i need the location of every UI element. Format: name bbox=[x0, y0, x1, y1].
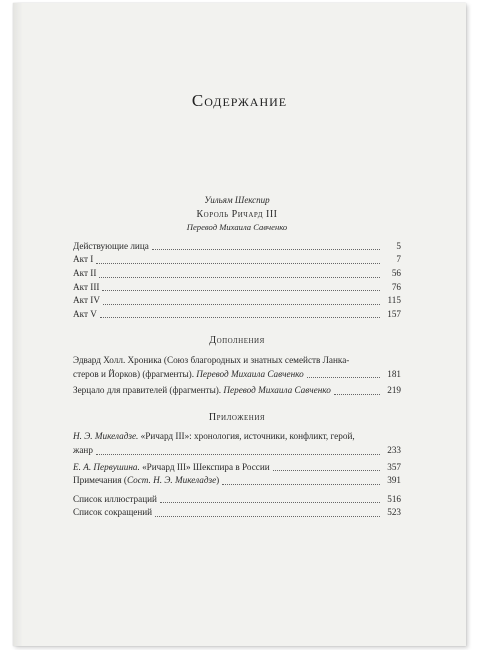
toc-entry-page: 523 bbox=[387, 507, 401, 518]
toc-entry-notes[interactable] bbox=[73, 474, 401, 488]
play-author: Уильям Шекспир bbox=[204, 195, 270, 205]
section-title-appendices: Приложения bbox=[208, 411, 266, 423]
translator-credit: Перевод Михаила Савченко bbox=[196, 368, 304, 379]
toc-entry-abbreviations[interactable] bbox=[73, 506, 401, 520]
section-title-supplements: Дополнения bbox=[209, 335, 265, 347]
toc-entry-label: Акт IV bbox=[73, 295, 100, 306]
play-translator: Перевод Михаила Савченко bbox=[186, 222, 288, 233]
toc-entry-page: 357 bbox=[387, 461, 401, 472]
toc-entry-characters[interactable] bbox=[73, 240, 401, 254]
dot-leader bbox=[99, 277, 380, 278]
toc-entry-page: 56 bbox=[391, 267, 401, 278]
toc-entry-page: 115 bbox=[387, 295, 401, 306]
essay-author: Е. А. Первушина. bbox=[73, 461, 140, 472]
dot-leader bbox=[334, 394, 380, 395]
toc-entry-mirror-for-magistrates[interactable] bbox=[73, 384, 401, 398]
notes-compiler: Сост. Н. Э. Микеладзе bbox=[126, 475, 217, 486]
toc-entry-act-3[interactable] bbox=[73, 281, 401, 295]
page-title: Содержание bbox=[191, 91, 288, 110]
toc-entry-line: стеров и Йорков) (фрагменты). Перевод Михаила Савченко bbox=[73, 368, 304, 379]
toc-entry-page: 76 bbox=[391, 281, 401, 292]
toc-entry-line: жанр bbox=[73, 444, 93, 455]
toc-entry-page: 516 bbox=[387, 493, 401, 504]
dot-leader bbox=[103, 304, 380, 305]
toc-entry-page: 219 bbox=[387, 385, 401, 396]
toc-entry-label: Акт V bbox=[73, 308, 97, 319]
toc-entry-act-4[interactable] bbox=[73, 294, 401, 308]
toc-entry-label: Действующие лица bbox=[73, 240, 149, 251]
toc-entry-line: Н. Э. Микеладзе. «Ричард III»: хронология, источники, конфликт, герой, bbox=[73, 431, 355, 442]
translator-credit: Перевод Михаила Савченко bbox=[223, 385, 331, 396]
toc-entry-page: 181 bbox=[387, 368, 401, 379]
dot-leader bbox=[100, 317, 380, 318]
toc-entry-page: 157 bbox=[387, 308, 401, 319]
toc-entry-page: 7 bbox=[396, 254, 401, 265]
toc-entry-label: Список сокращений bbox=[73, 507, 153, 518]
table-of-contents bbox=[73, 194, 401, 520]
toc-entry-illustrations[interactable] bbox=[73, 493, 401, 507]
toc-entry-label: Акт III bbox=[73, 281, 100, 292]
toc-entry-label: Зерцало для правителей (фрагменты). Перевод Михаила Савченко bbox=[73, 385, 331, 396]
toc-entry-pervushina-essay[interactable] bbox=[73, 461, 401, 475]
toc-entry-line: Эдвард Холл. Хроника (Союз благородных и знатных семейств Ланка- bbox=[73, 354, 350, 365]
dot-leader bbox=[155, 516, 380, 517]
toc-entry-label: Примечания (Сост. Н. Э. Микеладзе) bbox=[73, 475, 220, 486]
toc-entry-page: 391 bbox=[387, 475, 401, 486]
toc-entry-label: Акт II bbox=[73, 267, 97, 278]
dot-leader bbox=[96, 263, 380, 264]
toc-entry-mikeladze-essay[interactable] bbox=[73, 430, 401, 457]
toc-entry-hall-chronicle[interactable] bbox=[73, 354, 401, 381]
dot-leader bbox=[102, 290, 380, 291]
dot-leader bbox=[96, 454, 380, 455]
dot-leader bbox=[307, 377, 380, 378]
toc-entry-label: Е. А. Первушина. «Ричард III» Шекспира в России bbox=[73, 461, 270, 472]
dot-leader bbox=[160, 502, 380, 503]
dot-leader bbox=[152, 249, 380, 250]
toc-entry-act-5[interactable] bbox=[73, 308, 401, 322]
book-page bbox=[13, 3, 466, 646]
dot-leader bbox=[222, 484, 380, 485]
essay-author: Н. Э. Микеладзе. bbox=[73, 431, 139, 442]
toc-entry-act-1[interactable] bbox=[73, 253, 401, 267]
toc-entry-act-2[interactable] bbox=[73, 267, 401, 281]
toc-entry-label: Список иллюстраций bbox=[73, 493, 157, 504]
toc-entry-page: 233 bbox=[387, 444, 401, 455]
toc-entry-label: Акт I bbox=[73, 254, 94, 265]
dot-leader bbox=[273, 470, 380, 471]
toc-entry-page: 5 bbox=[396, 240, 401, 251]
play-title: Король Ричард III bbox=[196, 208, 278, 220]
